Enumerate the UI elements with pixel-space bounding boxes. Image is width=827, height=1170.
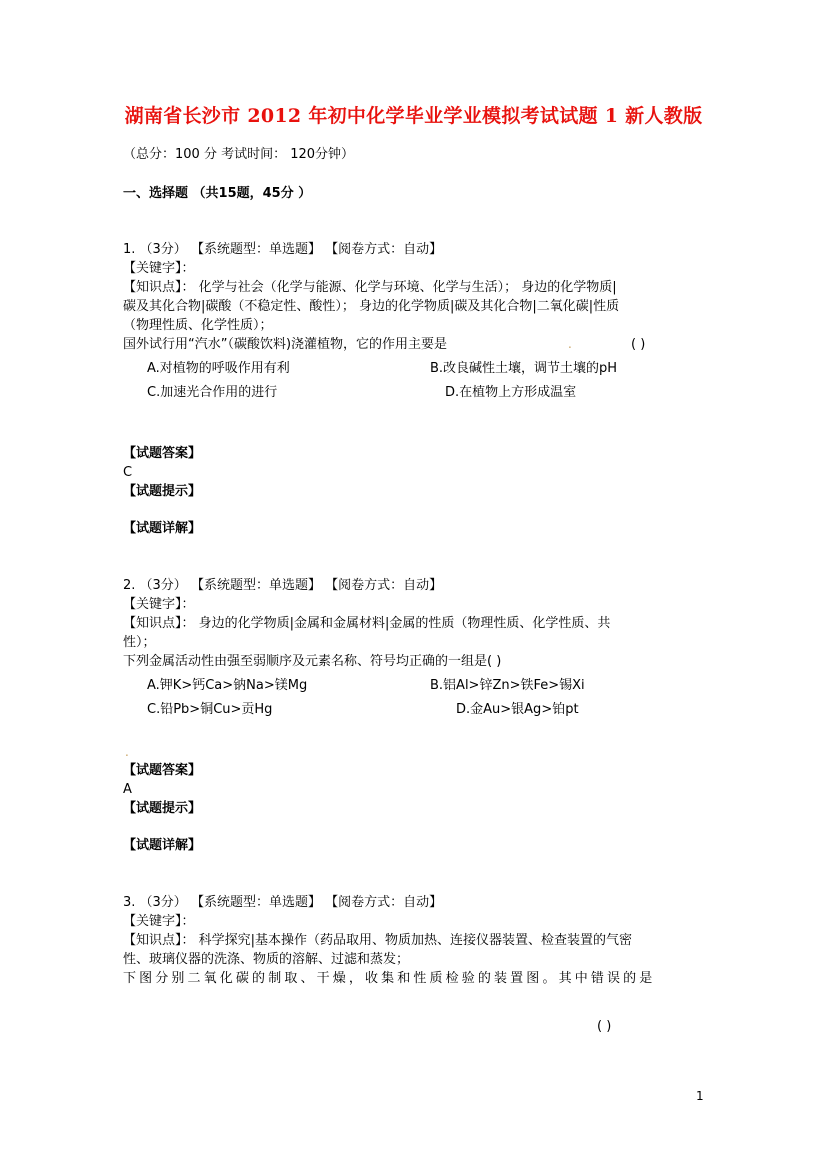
q1-option-a: A.对植物的呼吸作用有利 [147, 361, 290, 376]
q3-stem: 下 图 分 别 二 氧 化 碳 的 制 取 、 干 燥 ， 收 集 和 性 质 检 验 的 装 置 图 。 其 中 错 误 的 是 [123, 971, 652, 986]
q1-keywords: 【关键字】： [123, 261, 195, 276]
q2-option-c: C.铅Pb>铜Cu>贡Hg [147, 702, 273, 717]
q3-knowledge-line1: 【知识点】： 科学探究|基本操作（药品取用、物质加热、连接仪器装置、检查装置的气密 [123, 933, 633, 948]
q2-keywords: 【关键字】： [123, 597, 195, 612]
q2-answer-label: 【试题答案】 [123, 763, 202, 778]
q1-knowledge-line3: （物理性质、化学性质）； [123, 318, 273, 333]
q2-knowledge-line1: 【知识点】： 身边的化学物质|金属和金属材料|金属的性质（物理性质、化学性质、共 [123, 616, 611, 631]
q1-stem: 国外试行用“汽水”（碳酸饮料)浇灌植物，它的作用主要是 [123, 337, 448, 352]
q2-header: 2. （3分） 【系统题型：单选题】 【阅卷方式：自动】 [123, 578, 443, 593]
q1-option-d: D.在植物上方形成温室 [445, 385, 577, 400]
q2-answer: A [123, 782, 132, 797]
q3-answer-paren: ( ) [597, 1019, 612, 1034]
stray-dot: . [125, 745, 129, 759]
section-heading: 一、选择题 （共15题，45分 ） [123, 186, 312, 201]
q2-option-a: A.钾K>钙Ca>钠Na>镁Mg [147, 678, 308, 693]
q1-header: 1. （3分） 【系统题型：单选题】 【阅卷方式：自动】 [123, 242, 443, 257]
q3-keywords: 【关键字】： [123, 914, 195, 929]
q1-option-b: B.改良碱性土壤，调节土壤的pH [430, 361, 618, 376]
document-title: 湖南省长沙市 2012 年初中化学毕业学业模拟考试试题 1 新人教版 [124, 105, 703, 127]
q2-hint-label: 【试题提示】 [123, 801, 202, 816]
q2-stem: 下列金属活动性由强至弱顺序及元素名称、符号均正确的一组是( ) [123, 654, 502, 669]
page-number: 1 [696, 1089, 704, 1103]
q2-knowledge-line2: 性）； [123, 635, 156, 650]
q1-answer: C [123, 465, 133, 480]
q1-detail-label: 【试题详解】 [123, 521, 202, 536]
exam-info: （总分：100 分 考试时间： 120分钟） [123, 147, 355, 162]
q2-detail-label: 【试题详解】 [123, 838, 202, 853]
q1-knowledge-line2: 碳及其化合物|碳酸（不稳定性、酸性）； 身边的化学物质|碳及其化合物|二氧化碳|性质 [123, 299, 620, 314]
stray-dot: . [568, 337, 572, 351]
q1-hint-label: 【试题提示】 [123, 484, 202, 499]
q1-answer-paren: ( ) [631, 337, 646, 352]
q2-option-b: B.铝Al>锌Zn>铁Fe>锡Xi [430, 678, 585, 693]
q2-option-d: D.金Au>银Ag>铂pt [456, 702, 579, 717]
q1-knowledge-line1: 【知识点】： 化学与社会（化学与能源、化学与环境、化学与生活）； 身边的化学物质| [123, 280, 617, 295]
q3-header: 3. （3分） 【系统题型：单选题】 【阅卷方式：自动】 [123, 895, 443, 910]
q3-knowledge-line2: 性、玻璃仪器的洗涤、物质的溶解、过滤和蒸发； [123, 952, 410, 967]
q1-option-c: C.加速光合作用的进行 [147, 385, 278, 400]
q1-answer-label: 【试题答案】 [123, 446, 202, 461]
